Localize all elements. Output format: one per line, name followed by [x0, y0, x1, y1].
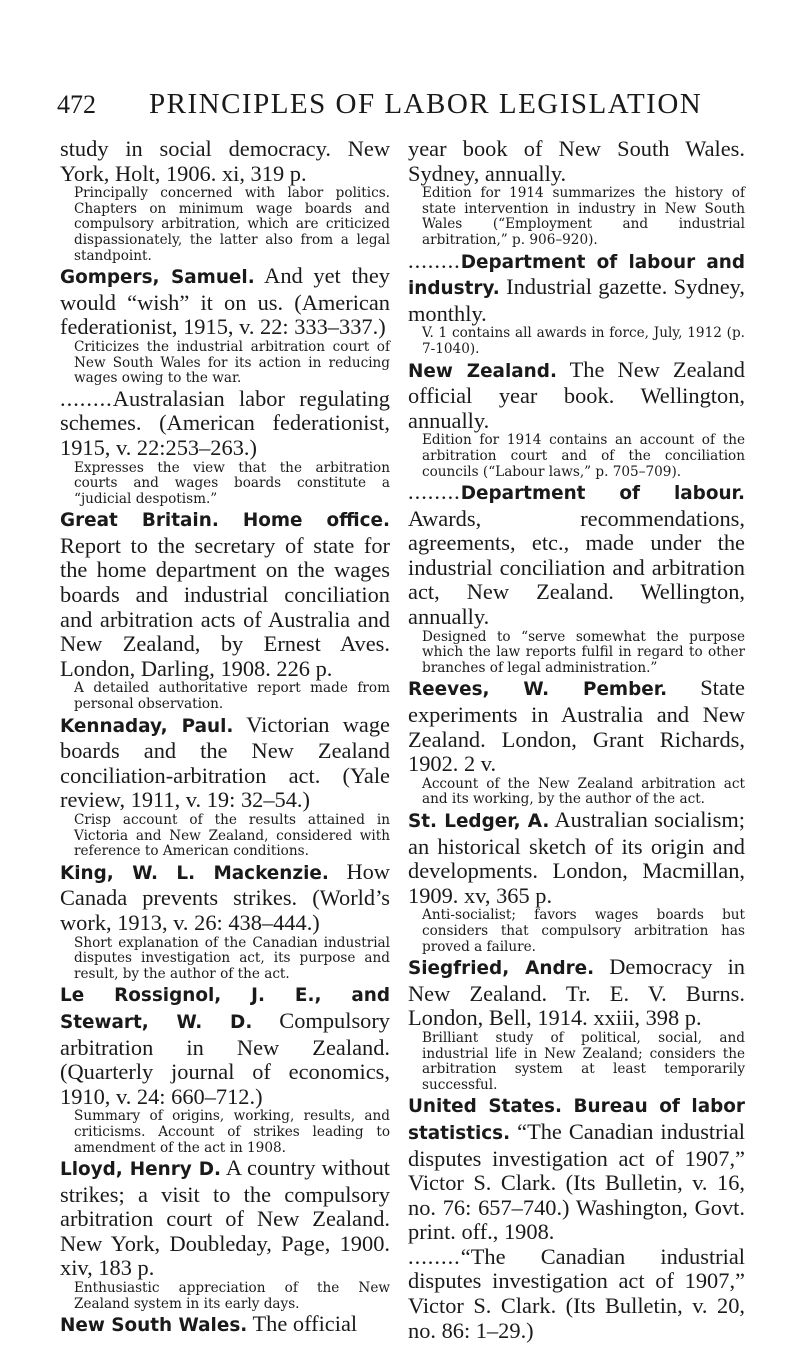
entry-annotation: Principally concerned with labor politics. Chapters on minimum wage boards and compulsory arbitration, which are criticized dispassionately, the latter also from a legal standpoint.	[74, 185, 390, 264]
entry-citation	[60, 387, 390, 461]
bibliography-entry	[60, 1156, 390, 1312]
entry-annotation: Criticizes the industrial arbitration court of New South Wales for its action in reducing wages owing to the war.	[74, 338, 390, 387]
entry-author: United States. Bureau of labor statistics.	[408, 1096, 745, 1144]
entry-author: St. Ledger, A.	[408, 811, 550, 832]
bibliography-entry	[60, 264, 390, 387]
entry-author: Siegfried, Andre.	[408, 958, 595, 980]
entry-citation	[408, 137, 745, 186]
entry-annotation: Edition for 1914 summarizes the history of state intervention in industry in New South Wales (“Employment and industrial arbitration,” p. 906–920).	[422, 185, 745, 248]
entry-citation	[408, 358, 745, 434]
bibliography-entry	[408, 358, 745, 481]
entry-annotation: Brilliant study of political, social, and industrial life in New Zealand; considers the arbitration system at least temporarily successful.	[422, 1029, 745, 1093]
entry-author: Great Britain. Home office.	[60, 510, 390, 532]
bibliography-entry	[408, 955, 745, 1093]
entry-annotation: Anti-socialist; favors wages boards but considers that compulsory arbitration has proved a failure.	[422, 907, 745, 955]
entry-citation	[60, 1156, 390, 1281]
entry-author: New South Wales.	[60, 1315, 248, 1337]
entry-citation	[408, 808, 745, 908]
ditto-leader: ........	[60, 385, 113, 411]
entry-annotation: V. 1 contains all awards in force, July, 1912 (p. 7-1040).	[422, 325, 745, 357]
entry-body: How Canada prevents strikes. (World’s work, 1913, v. 26: 438–444.)	[60, 858, 390, 935]
ditto-leader: ........	[408, 1243, 461, 1269]
entry-author: Department of labour and industry.	[408, 251, 745, 300]
entry-annotation: Short explanation of the Canadian industrial disputes investigation act, its purpose and result, by the author of the act.	[74, 934, 390, 982]
entry-author: Gompers, Samuel.	[60, 267, 255, 289]
bibliography-entry	[60, 1312, 390, 1339]
entry-body: Report to the secretary of state for the home department on the wages boards and industrial conciliation and arbitration acts of Australia and New Zealand, by Ernest Aves. London, Darling, 1908. 226 p.	[60, 532, 390, 681]
bibliography-entry	[408, 249, 745, 358]
bibliography-entry	[60, 507, 390, 712]
entry-annotation: A detailed authoritative report made from personal observation.	[74, 680, 390, 713]
entry-author: King, W. L. Mackenzie.	[60, 862, 329, 884]
entry-citation	[408, 1245, 745, 1343]
entry-annotation: Edition for 1914 contains an account of the arbitration court and of the conciliation councils (“Labour laws,” p. 705–709).	[422, 432, 745, 480]
bibliography-entry	[408, 137, 745, 249]
entry-author: Kennaday, Paul.	[60, 715, 234, 737]
ditto-leader: ........	[408, 479, 461, 505]
entry-annotation: Account of the New Zealand arbitration act and its working, by the author of the act.	[422, 775, 745, 808]
bibliography-entry	[408, 676, 745, 808]
entry-author: Reeves, W. Pember.	[408, 679, 668, 701]
entry-body: Australasian labor regulating schemes. (American federationist, 1915, v. 22:253–263.)	[60, 385, 390, 460]
running-head: PRINCIPLES OF LABOR LEGISLATION	[149, 88, 703, 120]
entry-body: study in social democracy. New York, Holt, 1906. xi, 319 p.	[60, 136, 390, 186]
entry-body: Victorian wage boards and the New Zealand conciliation-arbitration act. (Yale review, 1911, v. 19: 32–54.)	[60, 711, 390, 813]
entry-citation	[60, 137, 390, 186]
entry-body: State experiments in Australia and New Zealand. London, Grant Richards, 1902. 2 v.	[408, 675, 745, 777]
entry-citation	[60, 507, 390, 681]
entry-author: Department of labour.	[460, 483, 745, 505]
bibliography-entry	[60, 713, 390, 860]
bibliography-entry	[60, 387, 390, 508]
bibliography-entry	[60, 860, 390, 983]
entry-author: Le Rossignol, J. E., and Stewart, W. D.	[60, 985, 390, 1033]
entry-annotation: Expresses the view that the arbitration courts and wages boards constitute a “judicial despotism.”	[74, 459, 390, 507]
entry-annotation: Designed to “serve somewhat the purpose which the law reports fulfil in regard to other branches of legal administration.”	[422, 628, 745, 676]
entry-body: The official	[252, 1311, 358, 1337]
entry-citation	[408, 955, 745, 1031]
bibliography-entry	[60, 982, 390, 1156]
entry-body: Democracy in New Zealand. Tr. E. V. Burns. London, Bell, 1914. xxiii, 398 p.	[408, 954, 745, 1031]
entry-annotation: Summary of origins, working, results, and criticisms. Account of strikes leading to amendment of the act in 1908.	[74, 1108, 390, 1156]
entry-body: Industrial gazette. Sydney, monthly.	[408, 274, 745, 326]
entry-body: A country without strikes; a visit to the compulsory arbitration court of New Zealand. New York, Doubleday, Page, 1900. xiv, 183 p.	[60, 1155, 390, 1281]
bibliography-entry	[408, 1093, 745, 1245]
ditto-leader: ........	[408, 247, 461, 273]
entry-citation	[408, 1093, 745, 1245]
entry-citation	[408, 480, 745, 630]
entry-annotation: Enthusiastic appreciation of the New Zealand system in its early days.	[74, 1280, 390, 1312]
bibliography-entry	[60, 137, 390, 264]
entry-body: Awards, recommendations, agreements, etc., made under the industrial conciliation and arbitration act, New Zealand. Wellington, annually.	[408, 505, 745, 630]
page-number: 472	[57, 90, 96, 119]
entry-body: The New Zealand official year book. Wellington, annually.	[408, 356, 745, 433]
entry-citation	[60, 264, 390, 340]
left-column	[60, 137, 390, 1339]
entry-annotation: Crisp account of the results attained in Victoria and New Zealand, considered with reference to American conditions.	[74, 812, 390, 860]
entry-body: year book of New South Wales. Sydney, annually.	[408, 136, 745, 186]
entry-author: New Zealand.	[408, 360, 557, 382]
bibliography-entry	[408, 480, 745, 676]
entry-citation	[408, 249, 745, 327]
bibliography-entry	[408, 1245, 745, 1343]
entry-citation	[60, 860, 390, 936]
entry-citation	[60, 713, 390, 813]
page-header	[57, 88, 747, 121]
entry-citation	[60, 1312, 390, 1339]
entry-author: Lloyd, Henry D.	[60, 1159, 221, 1181]
entry-body: And yet they would “wish” it on us. (American federationist, 1915, v. 22: 333–337.)	[60, 263, 390, 340]
entry-body: Compulsory arbitration in New Zealand. (Quarterly journal of economics, 1910, v. 24: 660–712.)	[60, 1007, 390, 1109]
bibliography-entry	[408, 808, 745, 955]
entry-citation	[60, 982, 390, 1109]
entry-body: “The Canadian industrial disputes investigation act of 1907,” Victor S. Clark. (Its Bulletin, v. 16, no. 76: 657–740.) Washington, Govt. print. off., 1908.	[408, 1118, 745, 1245]
entry-body: “The Canadian industrial disputes investigation act of 1907,” Victor S. Clark. (Its Bulletin, v. 20, no. 86: 1–29.)	[408, 1243, 745, 1343]
entry-citation	[408, 676, 745, 776]
entry-body: Australian socialism; an historical sketch of its origin and developments. London, Macmillan, 1909. xv, 365 p.	[408, 807, 745, 908]
right-column	[408, 137, 745, 1343]
